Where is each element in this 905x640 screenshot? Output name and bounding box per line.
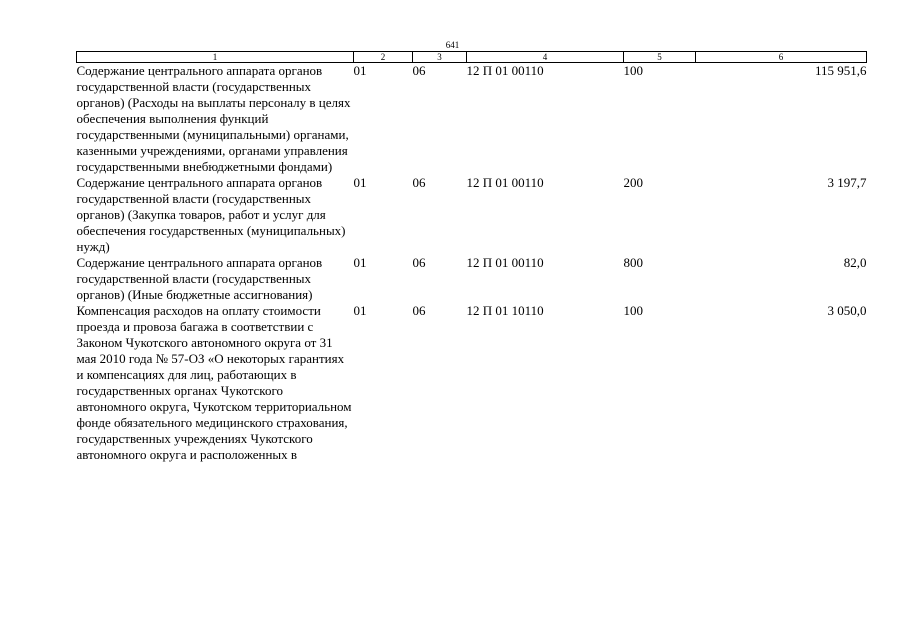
- row-article-code: 12 П 01 10110: [466, 303, 544, 318]
- row-subsection-code: 06: [412, 63, 426, 78]
- table-row: [77, 303, 867, 463]
- row-article-code: 12 П 01 00110: [466, 255, 544, 270]
- column-number-4: 4: [467, 52, 624, 63]
- row-expense-type: 100: [623, 303, 643, 318]
- row-subsection-code: 06: [412, 255, 426, 270]
- table-row: [77, 175, 867, 255]
- row-expense-type: 200: [623, 175, 643, 190]
- row-section-code: 01: [353, 255, 367, 270]
- row-subsection-code: 06: [412, 175, 426, 190]
- row-expense-type: 100: [623, 63, 643, 78]
- page-number: 641: [445, 40, 460, 50]
- row-section-code: 01: [353, 63, 367, 78]
- table-row: [77, 63, 867, 176]
- column-number-2: 2: [354, 52, 413, 63]
- row-expense-type: 800: [623, 255, 643, 270]
- table-row: [77, 255, 867, 303]
- row-article-code: 12 П 01 00110: [466, 63, 544, 78]
- row-amount: 115 951,6: [814, 63, 867, 78]
- column-number-5: 5: [624, 52, 696, 63]
- budget-table: [76, 51, 867, 463]
- row-amount: 3 050,0: [827, 303, 867, 318]
- row-article-code: 12 П 01 00110: [466, 175, 544, 190]
- row-amount: 82,0: [843, 255, 867, 270]
- row-amount: 3 197,7: [827, 175, 867, 190]
- row-name: Содержание центрального аппарата органов государственной власти (государственных органов) (Расходы на выплаты персоналу в целях обеспечения выполнения функций государственными (муниципальными) органами, казенными учреждениями, органами управления государственными внебюджетными фондами): [76, 63, 351, 174]
- column-number-3: 3: [413, 52, 467, 63]
- row-subsection-code: 06: [412, 303, 426, 318]
- column-number-1: 1: [77, 52, 354, 63]
- row-name: Содержание центрального аппарата органов государственной власти (государственных органов) (Иные бюджетные ассигнования): [76, 255, 323, 302]
- row-name: Содержание центрального аппарата органов государственной власти (государственных органов) (Закупка товаров, работ и услуг для обеспечения государственных (муниципальных) нужд): [76, 175, 346, 254]
- row-name: Компенсация расходов на оплату стоимости проезда и провоза багажа в соответствии с Законом Чукотского автономного округа от 31 мая 2010 года № 57-ОЗ «О некоторых гарантиях и компенсациях для лиц, работающих в государственных органах Чукотского автономного округа, Чукотском территориальном фонде обязательного медицинского страхования, государственных учреждениях Чукотского автономного округа и расположенных в: [76, 303, 352, 462]
- column-number-header-row: [77, 52, 867, 63]
- row-section-code: 01: [353, 303, 367, 318]
- row-section-code: 01: [353, 175, 367, 190]
- column-number-6: 6: [696, 52, 867, 63]
